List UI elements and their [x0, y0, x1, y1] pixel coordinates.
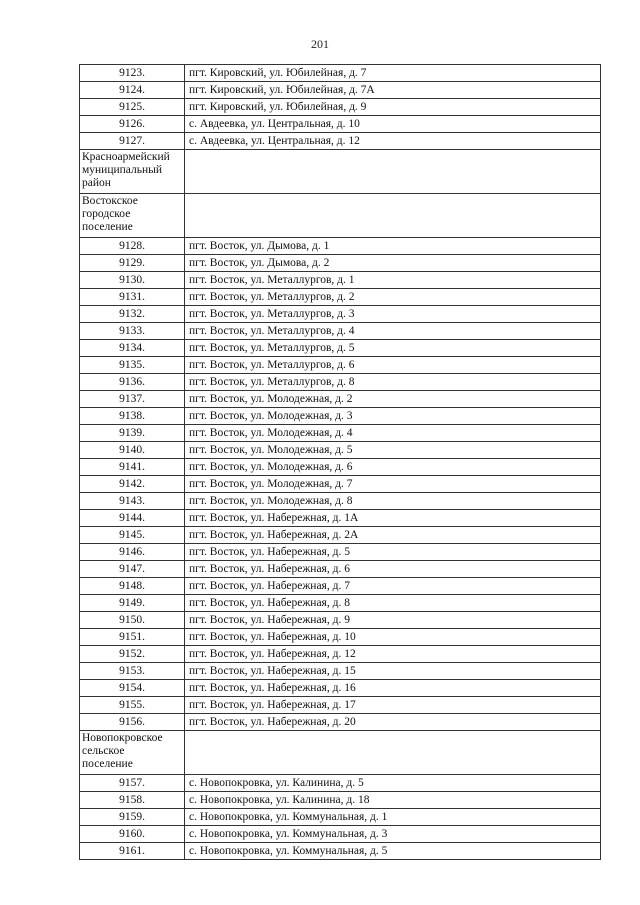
- row-number: 9128.: [80, 238, 185, 255]
- row-number: 9161.: [80, 843, 185, 860]
- row-address: пгт. Восток, ул. Набережная, д. 9: [185, 612, 601, 629]
- table-row: [80, 629, 601, 646]
- table-row: [80, 697, 601, 714]
- row-address: пгт. Восток, ул. Набережная, д. 5: [185, 544, 601, 561]
- row-address: пгт. Восток, ул. Молодежная, д. 7: [185, 476, 601, 493]
- section-name-line: Красноармейский: [82, 151, 170, 163]
- row-address: пгт. Восток, ул. Металлургов, д. 4: [185, 323, 601, 340]
- row-address: пгт. Восток, ул. Набережная, д. 10: [185, 629, 601, 646]
- table-row: [80, 775, 601, 792]
- row-number: 9135.: [80, 357, 185, 374]
- table-row: [80, 612, 601, 629]
- section-name-line: поселение: [82, 221, 133, 233]
- table-row: [80, 792, 601, 809]
- row-number: 9151.: [80, 629, 185, 646]
- row-address: пгт. Восток, ул. Набережная, д. 8: [185, 595, 601, 612]
- table-row: [80, 595, 601, 612]
- table-row: [80, 408, 601, 425]
- row-number: 9155.: [80, 697, 185, 714]
- table-row: [80, 391, 601, 408]
- table-row: [80, 646, 601, 663]
- table-row: [80, 843, 601, 860]
- row-number: 9139.: [80, 425, 185, 442]
- row-address: пгт. Восток, ул. Металлургов, д. 8: [185, 374, 601, 391]
- row-address: пгт. Кировский, ул. Юбилейная, д. 7: [185, 65, 601, 82]
- table-row: [80, 306, 601, 323]
- table-row: [80, 82, 601, 99]
- table-row: [80, 578, 601, 595]
- section-row: [80, 150, 601, 194]
- row-number: 9153.: [80, 663, 185, 680]
- table-row: [80, 493, 601, 510]
- row-address: пгт. Восток, ул. Набережная, д. 12: [185, 646, 601, 663]
- page-number: 201: [311, 37, 329, 51]
- row-number: 9127.: [80, 133, 185, 150]
- section-name-line: Новопокровское: [82, 732, 163, 744]
- row-address: пгт. Восток, ул. Набережная, д. 20: [185, 714, 601, 731]
- table-row: [80, 510, 601, 527]
- row-number: 9142.: [80, 476, 185, 493]
- table-row: [80, 425, 601, 442]
- table-row: [80, 99, 601, 116]
- row-address: с. Новопокровка, ул. Коммунальная, д. 5: [185, 843, 601, 860]
- row-address: пгт. Восток, ул. Набережная, д. 16: [185, 680, 601, 697]
- row-number: 9159.: [80, 809, 185, 826]
- section-name-line: муниципальный: [82, 164, 163, 176]
- row-address: пгт. Восток, ул. Набережная, д. 6: [185, 561, 601, 578]
- row-number: 9160.: [80, 826, 185, 843]
- table-row: [80, 680, 601, 697]
- row-number: 9134.: [80, 340, 185, 357]
- table-row: [80, 374, 601, 391]
- row-number: 9154.: [80, 680, 185, 697]
- row-number: 9149.: [80, 595, 185, 612]
- row-number: 9140.: [80, 442, 185, 459]
- table-row: [80, 357, 601, 374]
- address-table: [79, 64, 601, 860]
- row-number: 9143.: [80, 493, 185, 510]
- section-name: [80, 194, 185, 238]
- row-address: пгт. Кировский, ул. Юбилейная, д. 9: [185, 99, 601, 116]
- table-row: [80, 663, 601, 680]
- table-row: [80, 476, 601, 493]
- row-number: 9145.: [80, 527, 185, 544]
- row-number: 9125.: [80, 99, 185, 116]
- section-empty-cell: [185, 194, 601, 238]
- row-address: с. Авдеевка, ул. Центральная, д. 12: [185, 133, 601, 150]
- section-name: [80, 150, 185, 194]
- row-number: 9147.: [80, 561, 185, 578]
- row-address: пгт. Восток, ул. Молодежная, д. 3: [185, 408, 601, 425]
- table-row: [80, 714, 601, 731]
- table-row: [80, 133, 601, 150]
- row-number: 9136.: [80, 374, 185, 391]
- row-address: пгт. Восток, ул. Металлургов, д. 6: [185, 357, 601, 374]
- row-number: 9141.: [80, 459, 185, 476]
- row-number: 9129.: [80, 255, 185, 272]
- row-address: пгт. Восток, ул. Металлургов, д. 1: [185, 272, 601, 289]
- table-row: [80, 442, 601, 459]
- row-number: 9130.: [80, 272, 185, 289]
- section-empty-cell: [185, 731, 601, 775]
- section-name-line: городское: [82, 208, 131, 220]
- section-name-line: Востокское: [82, 195, 138, 207]
- row-address: пгт. Восток, ул. Дымова, д. 1: [185, 238, 601, 255]
- row-number: 9126.: [80, 116, 185, 133]
- row-address: с. Новопокровка, ул. Калинина, д. 18: [185, 792, 601, 809]
- row-address: пгт. Восток, ул. Набережная, д. 15: [185, 663, 601, 680]
- section-name-line: сельское: [82, 745, 125, 757]
- row-address: пгт. Восток, ул. Набережная, д. 1А: [185, 510, 601, 527]
- table-row: [80, 116, 601, 133]
- row-address: пгт. Восток, ул. Молодежная, д. 2: [185, 391, 601, 408]
- row-address: с. Новопокровка, ул. Коммунальная, д. 3: [185, 826, 601, 843]
- row-number: 9133.: [80, 323, 185, 340]
- table-row: [80, 826, 601, 843]
- table-row: [80, 544, 601, 561]
- section-row: [80, 194, 601, 238]
- section-name-line: поселение: [82, 758, 133, 770]
- row-address: пгт. Восток, ул. Дымова, д. 2: [185, 255, 601, 272]
- row-address: с. Новопокровка, ул. Калинина, д. 5: [185, 775, 601, 792]
- row-number: 9131.: [80, 289, 185, 306]
- row-address: пгт. Восток, ул. Металлургов, д. 5: [185, 340, 601, 357]
- row-address: с. Новопокровка, ул. Коммунальная, д. 1: [185, 809, 601, 826]
- section-row: [80, 731, 601, 775]
- table-row: [80, 561, 601, 578]
- row-number: 9124.: [80, 82, 185, 99]
- table-row: [80, 65, 601, 82]
- row-number: 9138.: [80, 408, 185, 425]
- table-row: [80, 459, 601, 476]
- row-number: 9152.: [80, 646, 185, 663]
- row-number: 9157.: [80, 775, 185, 792]
- row-number: 9146.: [80, 544, 185, 561]
- row-address: с. Авдеевка, ул. Центральная, д. 10: [185, 116, 601, 133]
- row-address: пгт. Восток, ул. Набережная, д. 17: [185, 697, 601, 714]
- row-address: пгт. Восток, ул. Молодежная, д. 8: [185, 493, 601, 510]
- section-name-line: район: [82, 177, 111, 189]
- row-address: пгт. Восток, ул. Металлургов, д. 3: [185, 306, 601, 323]
- row-number: 9123.: [80, 65, 185, 82]
- table-row: [80, 340, 601, 357]
- row-address: пгт. Кировский, ул. Юбилейная, д. 7А: [185, 82, 601, 99]
- row-number: 9148.: [80, 578, 185, 595]
- row-address: пгт. Восток, ул. Молодежная, д. 5: [185, 442, 601, 459]
- row-number: 9150.: [80, 612, 185, 629]
- row-number: 9144.: [80, 510, 185, 527]
- row-number: 9137.: [80, 391, 185, 408]
- row-address: пгт. Восток, ул. Набережная, д. 7: [185, 578, 601, 595]
- table-row: [80, 323, 601, 340]
- row-number: 9156.: [80, 714, 185, 731]
- address-table-body: [80, 65, 601, 860]
- row-number: 9158.: [80, 792, 185, 809]
- row-address: пгт. Восток, ул. Молодежная, д. 4: [185, 425, 601, 442]
- section-empty-cell: [185, 150, 601, 194]
- table-row: [80, 527, 601, 544]
- table-row: [80, 809, 601, 826]
- table-row: [80, 238, 601, 255]
- table-row: [80, 272, 601, 289]
- row-address: пгт. Восток, ул. Молодежная, д. 6: [185, 459, 601, 476]
- row-address: пгт. Восток, ул. Металлургов, д. 2: [185, 289, 601, 306]
- row-number: 9132.: [80, 306, 185, 323]
- row-address: пгт. Восток, ул. Набережная, д. 2А: [185, 527, 601, 544]
- table-row: [80, 289, 601, 306]
- table-row: [80, 255, 601, 272]
- section-name: [80, 731, 185, 775]
